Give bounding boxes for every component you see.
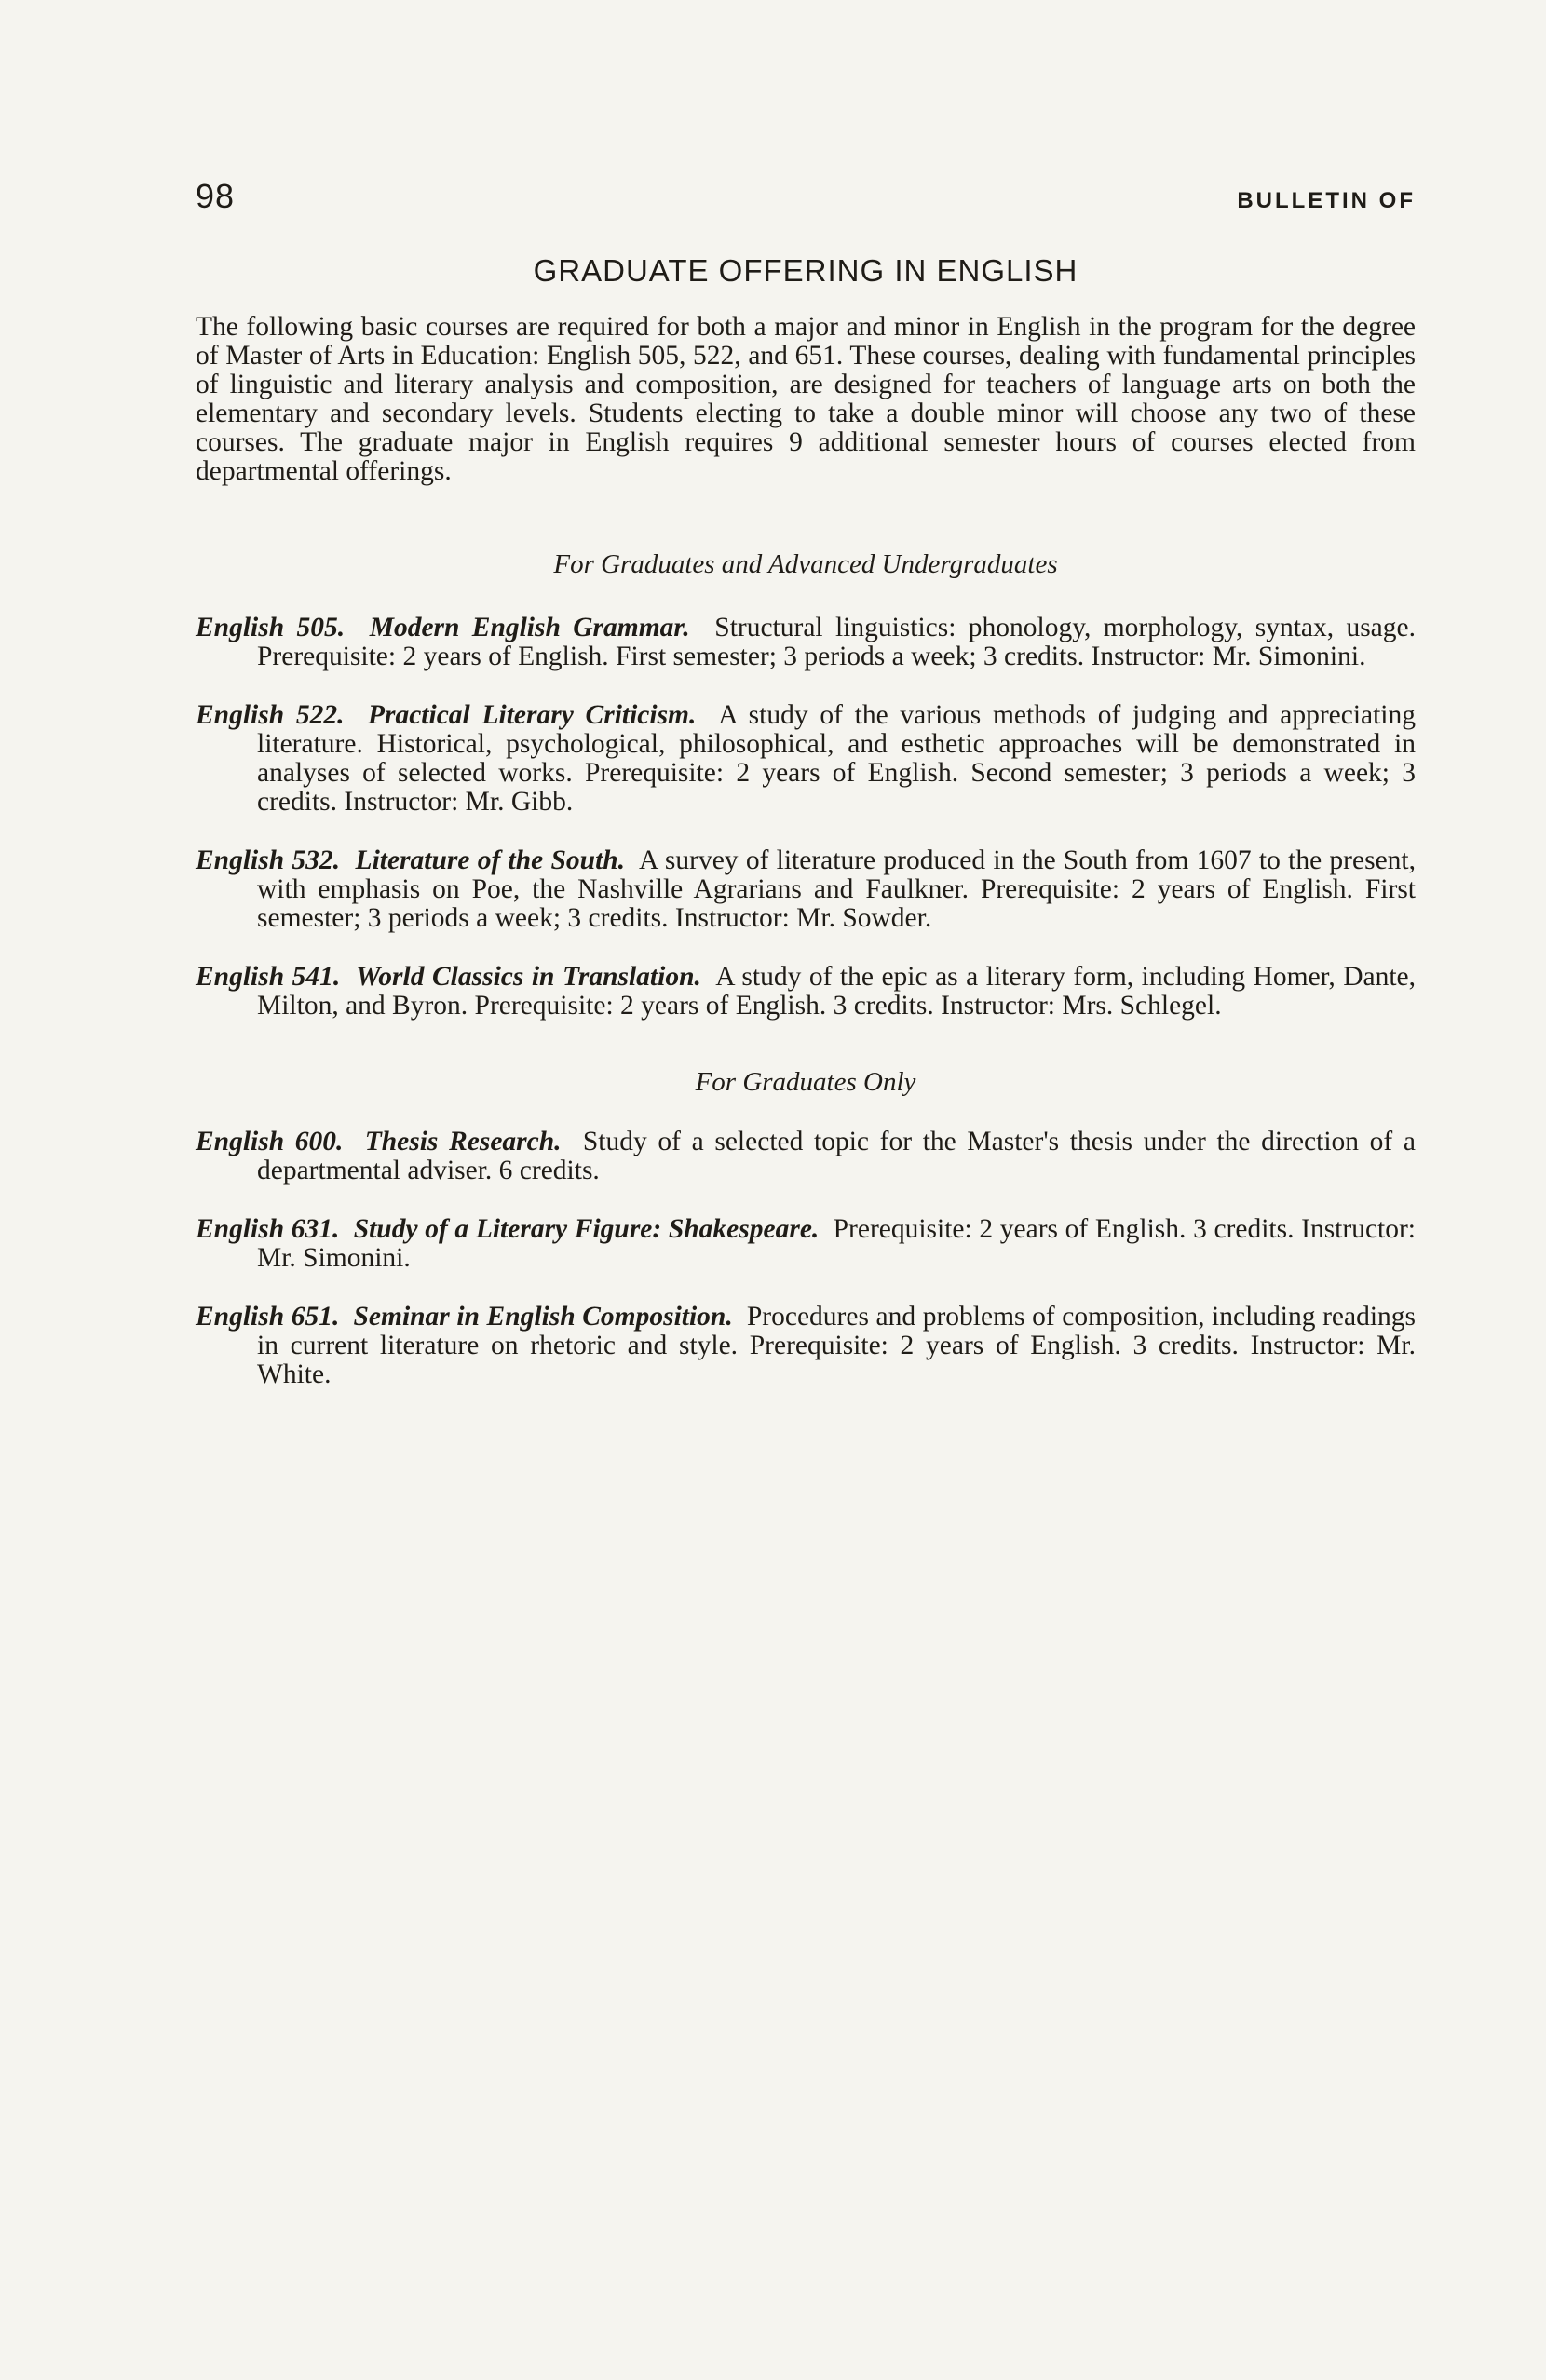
- course-description: Procedures and problems of composition, including readings in current literature on rhetoric and style. Prerequisite: 2 years of English. 3 credits. Instructor: Mr. White.: [257, 1302, 1417, 1389]
- course-code: English 541.: [196, 962, 341, 992]
- course-name: Study of a Literary Figure: Shakespeare.: [353, 1214, 820, 1244]
- course-name: World Classics in Translation.: [356, 962, 701, 992]
- section-title: GRADUATE OFFERING IN ENGLISH: [533, 253, 1078, 288]
- course-code: English 651.: [196, 1302, 340, 1332]
- course-entry: [196, 846, 1416, 933]
- bulletin-page: [196, 177, 1416, 1419]
- course-entry: [196, 701, 1416, 817]
- course-description: A study of the epic as a literary form, including Homer, Dante, Milton, and Byron. Prerequisite: 2 years of English. 3 credits. Instructor: Mrs. Schlegel.: [257, 962, 1417, 1021]
- course-entry: [196, 614, 1416, 671]
- page-number: 98: [196, 177, 236, 215]
- group-heading-advanced: For Graduates and Advanced Undergraduates: [553, 549, 1058, 579]
- course-description: A study of the various methods of judging and appreciating literature. Historical, psychological, philosophical, and esthetic approaches will be demonstrated in analyses of selected works. Prerequisite: 2 years of English. Second semester; 3 periods a week; 3 credits. Instructor: Mr. Gibb.: [257, 700, 1417, 817]
- course-code: English 522.: [196, 700, 345, 730]
- course-entry: [196, 1128, 1416, 1185]
- course-entry: [196, 1303, 1416, 1389]
- course-name: Literature of the South.: [355, 845, 626, 875]
- running-title: BULLETIN OF: [1237, 188, 1416, 213]
- course-name: Modern English Grammar.: [369, 613, 690, 642]
- group-heading-graduates-only: For Graduates Only: [695, 1067, 916, 1097]
- course-name: Seminar in English Composition.: [353, 1302, 733, 1332]
- course-description: Structural linguistics: phonology, morphology, syntax, usage. Prerequisite: 2 years of English. First semester; 3 periods a week; 3 credits. Instructor: Mr. Simonini.: [257, 613, 1416, 671]
- course-name: Practical Literary Criticism.: [367, 700, 697, 730]
- course-description: A survey of literature produced in the South from 1607 to the present, with emphasis on Poe, the Nashville Agrarians and Faulkner. Prerequisite: 2 years of English. First semester; 3 periods a week; 3 credits. Instructor: Mr. Sowder.: [257, 845, 1416, 933]
- course-code: English 600.: [196, 1127, 344, 1156]
- course-description: Prerequisite: 2 years of English. 3 credits. Instructor: Mr. Simonini.: [257, 1214, 1417, 1273]
- course-entry: [196, 963, 1416, 1021]
- course-code: English 532.: [196, 845, 341, 875]
- course-code: English 631.: [196, 1214, 340, 1244]
- intro-paragraph: The following basic courses are required for both a major and minor in English in the program for the degree of Master of Arts in Education: English 505, 522, and 651. These courses, dealing with fundamental principles of linguistic and literary analysis and composition, are designed for teachers of language arts on both the elementary and secondary levels. Students electing to take a double minor will choose any two of these courses. The graduate major in English requires 9 additional semester hours of courses elected from departmental offerings.: [196, 312, 1416, 486]
- course-code: English 505.: [196, 613, 346, 642]
- running-head: [196, 177, 1416, 233]
- course-entry: [196, 1215, 1416, 1273]
- course-description: Study of a selected topic for the Master's thesis under the direction of a departmental adviser. 6 credits.: [257, 1127, 1417, 1185]
- course-name: Thesis Research.: [364, 1127, 562, 1156]
